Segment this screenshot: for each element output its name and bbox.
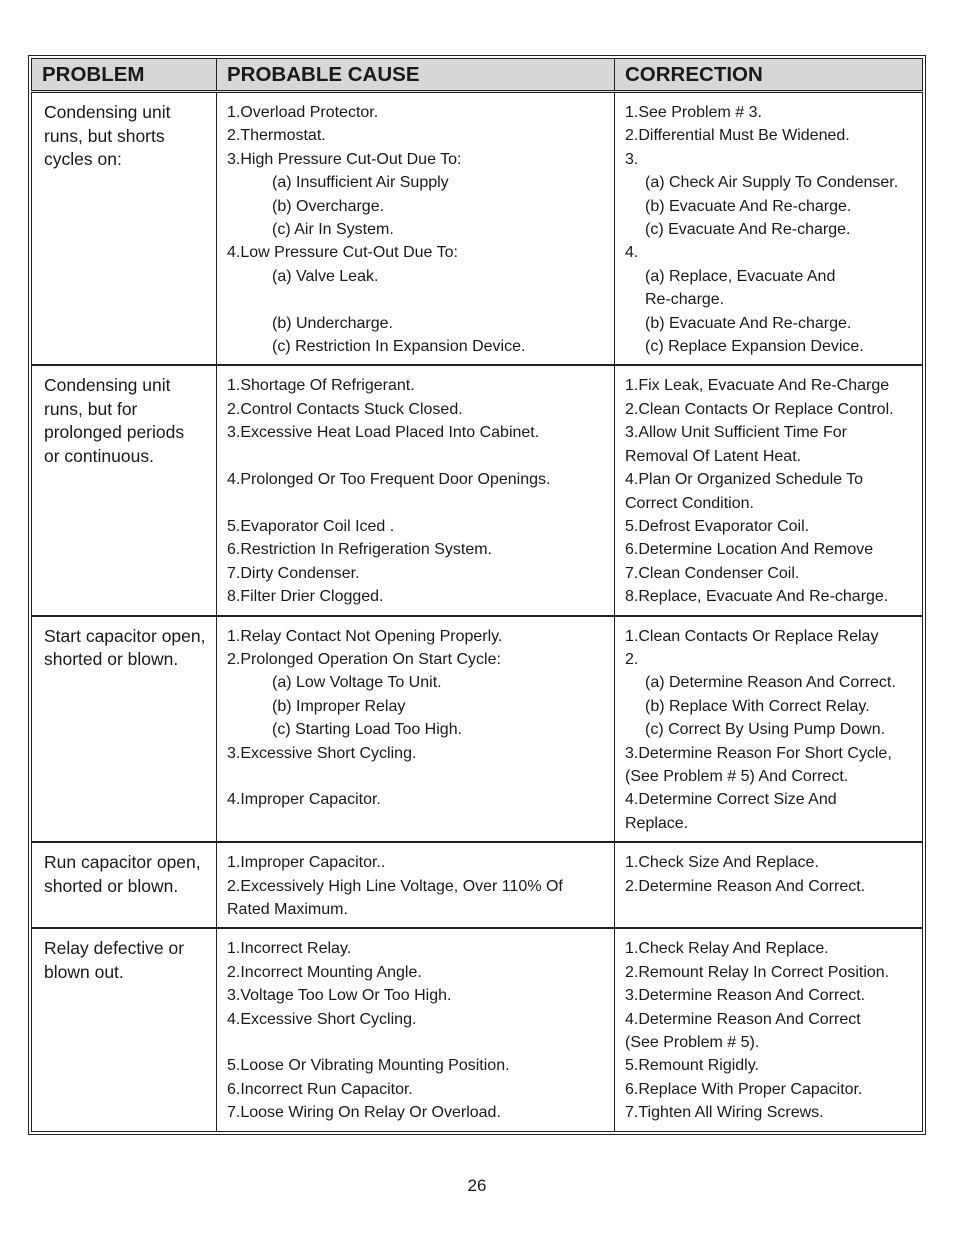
header-probable-cause: PROBABLE CAUSE (217, 59, 615, 92)
table-row (32, 365, 923, 615)
cause-line: 1.Improper Capacitor.. (227, 854, 386, 872)
correction-cell (615, 365, 923, 615)
correction-line: 1.See Problem # 3. (625, 104, 762, 121)
cause-line: 7.Loose Wiring On Relay Or Overload. (227, 1104, 501, 1122)
correction-line: 1.Clean Contacts Or Replace Relay (625, 627, 879, 645)
correction-line: 2.Clean Contacts Or Replace Control. (625, 400, 894, 418)
cause-line (227, 765, 610, 788)
table-body (32, 92, 923, 1132)
correction-line: 1.Check Size And Replace. (625, 854, 819, 872)
cause-line: (b) Improper Relay (272, 697, 406, 715)
correction-line: (b) Replace With Correct Relay. (645, 697, 870, 715)
cause-line: 7.Dirty Condenser. (227, 564, 360, 582)
problem-line: Run capacitor open, (44, 852, 201, 873)
correction-line: 4.Plan Or Organized Schedule To (625, 471, 864, 489)
header-correction: CORRECTION (615, 59, 923, 92)
correction-line: 4. (625, 244, 639, 262)
correction-line: 2.Determine Reason And Correct. (625, 877, 866, 895)
problem-line: runs, but for (44, 398, 138, 419)
page-number: 26 (467, 1176, 487, 1195)
correction-line: 1.Fix Leak, Evacuate And Re-Charge (625, 377, 890, 395)
cause-line: 1.Shortage Of Refrigerant. (227, 377, 415, 395)
problem-line: shorted or blown. (44, 875, 179, 896)
problem-line: runs, but shorts (44, 125, 165, 146)
correction-line: 6.Replace With Proper Capacitor. (625, 1080, 863, 1098)
cause-line: (a) Insufficient Air Supply (272, 174, 449, 192)
correction-line: 4.Determine Correct Size And (625, 791, 837, 809)
cause-line: 4.Excessive Short Cycling. (227, 1010, 417, 1028)
correction-line: Re-charge. (645, 291, 725, 309)
correction-line: 2. (625, 650, 639, 668)
problem-line: blown out. (44, 961, 124, 982)
correction-line: (a) Replace, Evacuate And (645, 267, 836, 285)
header-problem: PROBLEM (32, 59, 217, 92)
problem-cell (32, 92, 217, 366)
correction-line: 5.Remount Rigidly. (625, 1057, 759, 1075)
correction-line: 3.Allow Unit Sufficient Time For (625, 424, 848, 442)
correction-cell (615, 842, 923, 928)
cause-line: 4.Low Pressure Cut-Out Due To: (227, 244, 458, 262)
problem-line: shorted or blown. (44, 649, 179, 670)
correction-line: (c) Correct By Using Pump Down. (645, 721, 886, 739)
correction-cell (615, 616, 923, 843)
table-row (32, 616, 923, 843)
troubleshooting-table-frame (28, 55, 926, 1135)
correction-line: 1.Check Relay And Replace. (625, 940, 829, 958)
correction-line: (c) Evacuate And Re-charge. (645, 221, 851, 239)
cause-line: (c) Starting Load Too High. (272, 721, 463, 739)
cause-line: (b) Overcharge. (272, 197, 385, 215)
correction-line: (See Problem # 5) And Correct. (625, 767, 849, 785)
correction-cell (615, 928, 923, 1131)
problem-line: Relay defective or (44, 938, 185, 959)
correction-line: (b) Evacuate And Re-charge. (645, 197, 852, 215)
cause-line: 2.Incorrect Mounting Angle. (227, 963, 422, 981)
probable-cause-cell (217, 365, 615, 615)
correction-line: Replace. (625, 814, 689, 832)
cause-line: 6.Incorrect Run Capacitor. (227, 1080, 413, 1098)
cause-line (227, 445, 610, 468)
cause-line: Rated Maximum. (227, 901, 348, 918)
correction-line: 3.Determine Reason For Short Cycle, (625, 744, 892, 762)
problem-line: Start capacitor open, (44, 625, 206, 646)
correction-cell (615, 92, 923, 366)
cause-line: 2.Excessively High Line Voltage, Over 110% Of (227, 877, 563, 895)
cause-line: (a) Valve Leak. (272, 267, 379, 285)
cause-line: 1.Relay Contact Not Opening Properly. (227, 627, 503, 645)
cause-line: 6.Restriction In Refrigeration System. (227, 541, 492, 559)
correction-line: Correct Condition. (625, 494, 754, 512)
probable-cause-cell (217, 92, 615, 366)
cause-line: (b) Undercharge. (272, 314, 393, 332)
cause-line: 3.High Pressure Cut-Out Due To: (227, 150, 462, 168)
probable-cause-cell (217, 842, 615, 928)
probable-cause-cell (217, 928, 615, 1131)
cause-line: 2.Thermostat. (227, 127, 326, 145)
cause-line: 1.Overload Protector. (227, 104, 379, 121)
correction-line: (b) Evacuate And Re-charge. (645, 314, 852, 332)
correction-line: 7.Tighten All Wiring Screws. (625, 1104, 824, 1122)
cause-line (227, 491, 610, 514)
table-header-row (32, 59, 923, 92)
correction-line: 6.Determine Location And Remove (625, 541, 874, 559)
table-row (32, 92, 923, 366)
correction-line: (a) Determine Reason And Correct. (645, 674, 896, 692)
correction-line: 3. (625, 150, 639, 168)
problem-line: Condensing unit (44, 375, 171, 396)
cause-line: 1.Incorrect Relay. (227, 940, 352, 958)
cause-line: (a) Low Voltage To Unit. (272, 674, 442, 692)
problem-line: Condensing unit (44, 102, 171, 122)
correction-line: 2.Differential Must Be Widened. (625, 127, 850, 145)
cause-line: 3.Voltage Too Low Or Too High. (227, 987, 452, 1005)
table-row (32, 928, 923, 1131)
correction-line: 5.Defrost Evaporator Coil. (625, 517, 810, 535)
problem-line: cycles on: (44, 149, 122, 169)
correction-line: (c) Replace Expansion Device. (645, 338, 864, 356)
problem-cell (32, 842, 217, 928)
cause-line: 5.Evaporator Coil Iced . (227, 517, 395, 535)
correction-line: Removal Of Latent Heat. (625, 447, 802, 465)
cause-line: 2.Control Contacts Stuck Closed. (227, 400, 463, 418)
cause-line: 4.Prolonged Or Too Frequent Door Openings. (227, 471, 551, 489)
correction-line: 2.Remount Relay In Correct Position. (625, 963, 890, 981)
problem-cell (32, 616, 217, 843)
probable-cause-cell (217, 616, 615, 843)
cause-line: 8.Filter Drier Clogged. (227, 588, 384, 606)
correction-line: (See Problem # 5). (625, 1034, 760, 1052)
cause-line: (c) Restriction In Expansion Device. (272, 338, 526, 356)
cause-line: 3.Excessive Heat Load Placed Into Cabinet. (227, 424, 540, 442)
correction-line: 8.Replace, Evacuate And Re-charge. (625, 588, 889, 606)
problem-line: prolonged periods (44, 422, 185, 443)
cause-line (227, 1031, 610, 1054)
troubleshooting-table (31, 58, 923, 1132)
table-row (32, 842, 923, 928)
cause-line: 5.Loose Or Vibrating Mounting Position. (227, 1057, 510, 1075)
problem-line: or continuous. (44, 445, 154, 466)
correction-line: 3.Determine Reason And Correct. (625, 987, 866, 1005)
correction-line: 4.Determine Reason And Correct (625, 1010, 861, 1028)
problem-cell (32, 928, 217, 1131)
cause-line (227, 288, 610, 311)
cause-line: 4.Improper Capacitor. (227, 791, 381, 809)
correction-line: (a) Check Air Supply To Condenser. (645, 174, 899, 192)
problem-cell (32, 365, 217, 615)
cause-line: 2.Prolonged Operation On Start Cycle: (227, 650, 501, 668)
cause-line: (c) Air In System. (272, 221, 394, 239)
correction-line: 7.Clean Condenser Coil. (625, 564, 800, 582)
cause-line: 3.Excessive Short Cycling. (227, 744, 417, 762)
